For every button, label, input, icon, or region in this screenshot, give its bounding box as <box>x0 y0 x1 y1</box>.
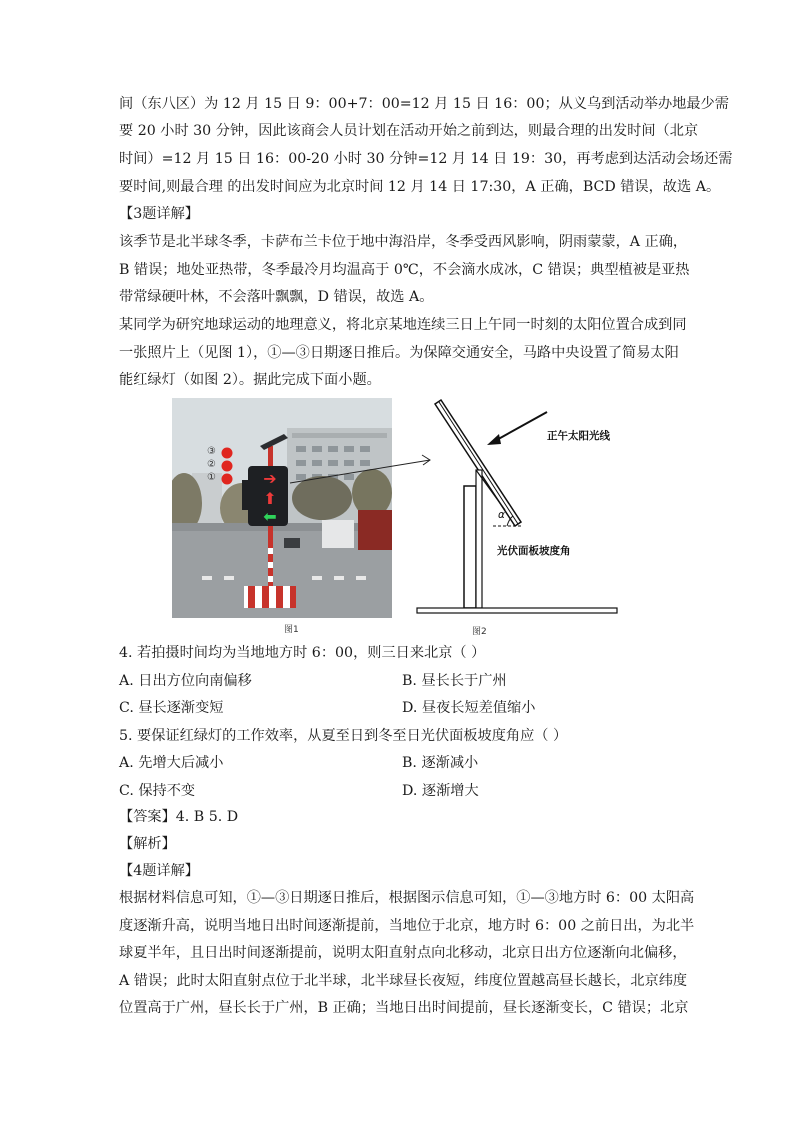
angle-symbol: α <box>498 509 505 521</box>
paragraph-line: 根据材料信息可知，①—③日期逐日推后，根据图示信息可知，①—③地方时 6：00 太阳高 <box>119 890 695 906</box>
question-5-option-d: D. 逐渐增大 <box>402 783 479 799</box>
solar-panel-diagram <box>407 398 622 623</box>
paragraph-line: B 错误；地处亚热带，冬季最冷月均温高于 0℃，不会滴水成冰，C 错误；典型植被是亚热 <box>119 262 690 278</box>
sun-marker-label: ① <box>207 472 216 483</box>
sun-marker-label: ② <box>207 459 216 470</box>
paragraph-line: 能红绿灯（如图 2）。据此完成下面小题。 <box>119 372 381 388</box>
paragraph-line: 要时间,则最合理 的出发时间应为北京时间 12 月 14 日 17:30，A 正确，BCD 错误，故选 A。 <box>119 179 721 195</box>
panel-angle-label: 光伏面板坡度角 <box>497 545 571 557</box>
paragraph-line: 球夏半年，且日出时间逐渐提前，说明太阳直射点向北移动，北京日出方位逐渐向北偏移， <box>119 945 687 961</box>
svg-text:⬆: ⬆ <box>263 489 277 508</box>
figure-area <box>172 398 622 636</box>
answer-line: 【答案】4. B 5. D <box>119 809 239 825</box>
svg-text:➔: ➔ <box>263 469 277 488</box>
paragraph-line: 时间）=12 月 15 日 16：00-20 小时 30 分钟=12 月 14 日 19：30，再考虑到达活动会场还需 <box>119 151 733 167</box>
paragraph-line: A 错误；此时太阳直射点位于北半球，北半球昼长夜短，纬度位置越高昼长越长，北京纬度 <box>119 973 688 989</box>
question-4-option-b: B. 昼长长于广州 <box>402 673 507 689</box>
section-heading: 【4题详解】 <box>119 863 199 879</box>
paragraph-line: 某同学为研究地球运动的地理意义，将北京某地连续三日上午同一时刻的太阳位置合成到同 <box>119 317 687 333</box>
question-4-option-d: D. 昼夜长短差值缩小 <box>402 700 536 716</box>
paragraph-line: 带常绿硬叶林，不会落叶飘飘，D 错误，故选 A。 <box>119 289 434 305</box>
section-heading: 【3题详解】 <box>119 206 199 222</box>
figure-2-caption: 图2 <box>472 627 487 637</box>
question-4-option-c: C. 昼长逐渐变短 <box>119 700 224 716</box>
paragraph-line: 该季节是北半球冬季，卡萨布兰卡位于地中海沿岸，冬季受西风影响，阴雨蒙蒙，A 正确， <box>119 234 688 250</box>
analysis-heading: 【解析】 <box>119 836 176 852</box>
question-5-option-b: B. 逐渐减小 <box>402 755 479 771</box>
svg-text:⬅: ⬅ <box>263 507 277 526</box>
figure-1-caption: 图1 <box>284 625 299 635</box>
paragraph-line: 一张照片上（见图 1），①—③日期逐日推后。为保障交通安全，马路中央设置了简易太阳 <box>119 345 679 361</box>
question-4-option-a: A. 日出方位向南偏移 <box>119 673 252 689</box>
question-5-option-c: C. 保持不变 <box>119 783 196 799</box>
sun-marker-label: ③ <box>207 446 216 457</box>
question-5-stem: 5. 要保证红绿灯的工作效率，从夏至日到冬至日光伏面板坡度角应（ ） <box>119 728 568 744</box>
paragraph-line: 间（东八区）为 12 月 15 日 9：00+7：00=12 月 15 日 16：00；从义乌到活动举办地最少需 <box>119 96 729 112</box>
paragraph-line: 度逐渐升高，说明当地日出时间逐渐提前，当地位于北京，地方时 6：00 之前日出，为北半 <box>119 918 695 934</box>
sunlight-label: 正午太阳光线 <box>547 430 610 442</box>
paragraph-line: 要 20 小时 30 分钟，因此该商会人员计划在活动开始之前到达，则最合理的出发时间（北京 <box>119 123 699 139</box>
paragraph-line: 位置高于广州，昼长长于广州，B 正确；当地日出时间提前，昼长逐渐变长，C 错误；北京 <box>119 1000 689 1016</box>
question-5-option-a: A. 先增大后减小 <box>119 755 224 771</box>
question-4-stem: 4. 若拍摄时间均为当地地方时 6：00，则三日来北京（ ） <box>119 645 486 661</box>
